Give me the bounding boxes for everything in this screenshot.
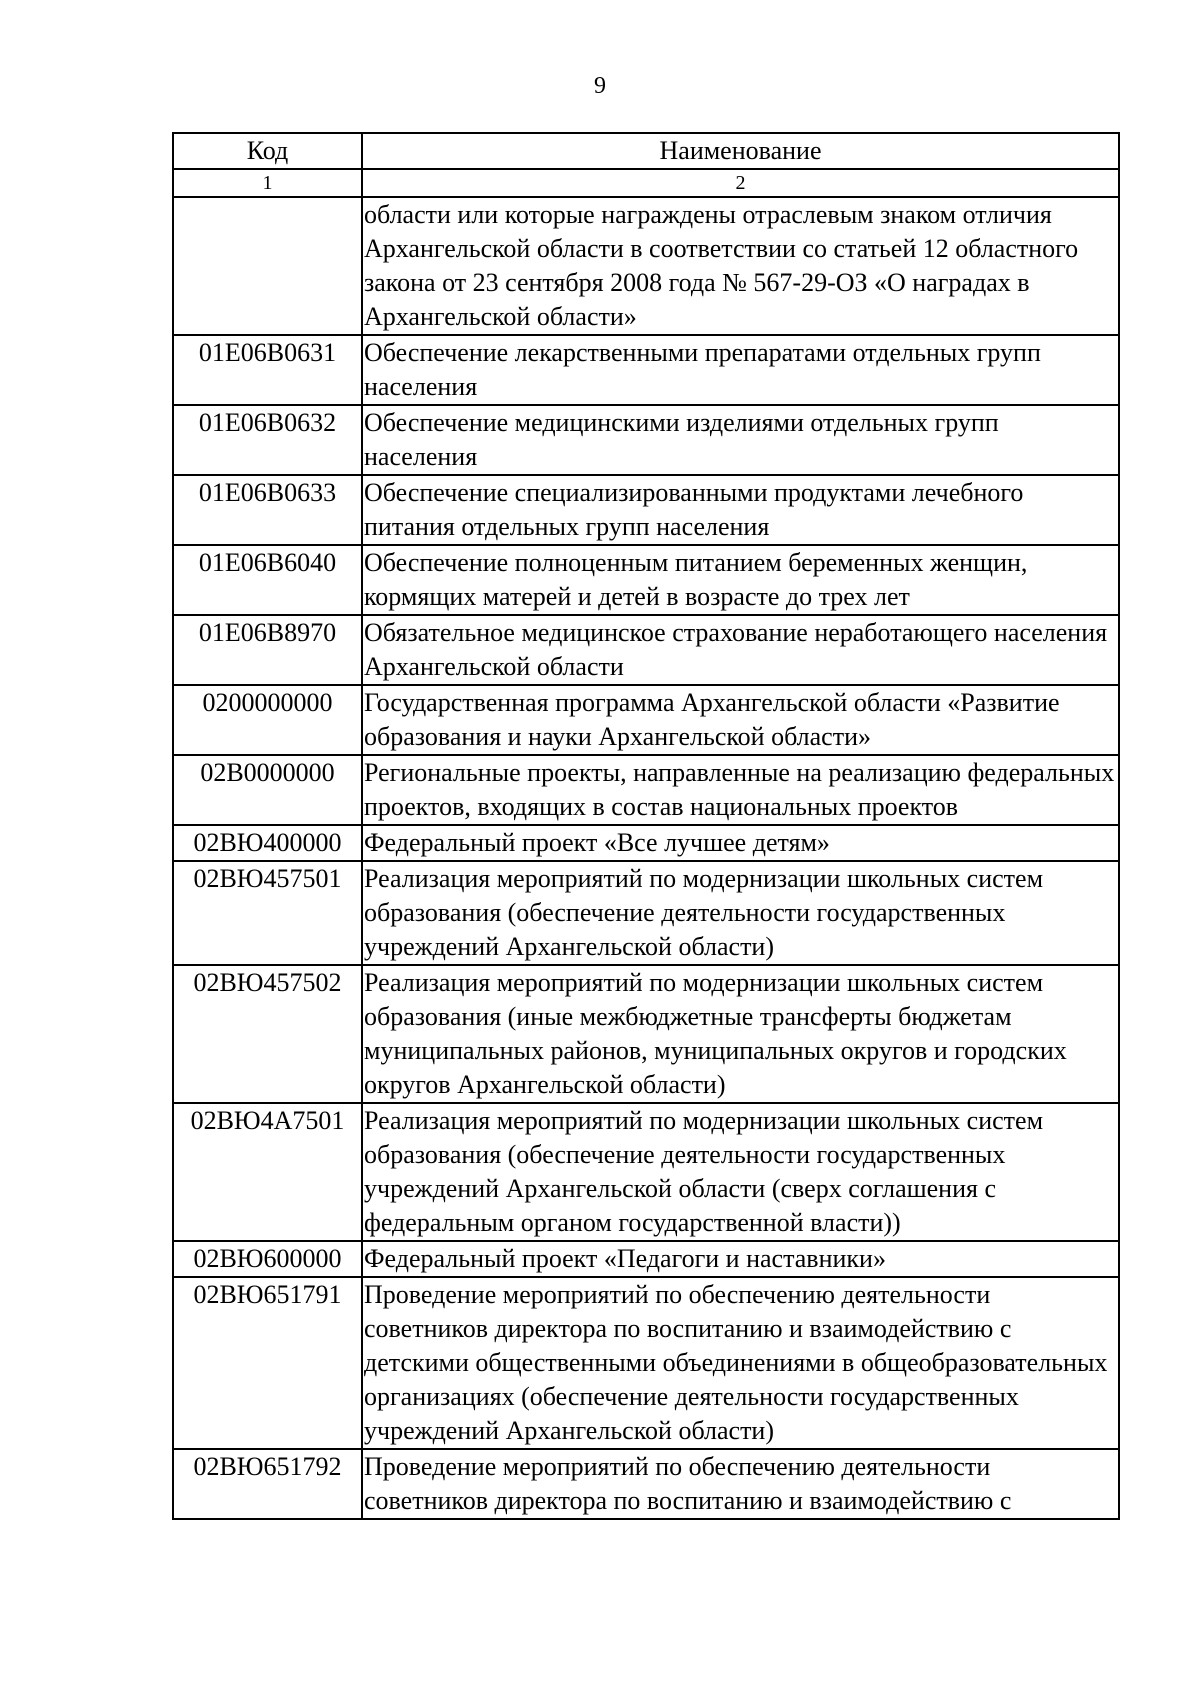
row-code: 01Е06В0631 xyxy=(173,335,362,405)
row-name: Проведение мероприятий по обеспечению деятельности советников директора по воспитанию и взаимодействию с xyxy=(362,1449,1119,1519)
header-name: Наименование xyxy=(362,133,1119,169)
row-code: 02ВЮ651792 xyxy=(173,1449,362,1519)
row-name: Обязательное медицинское страхование неработающего населения Архангельской области xyxy=(362,615,1119,685)
row-code: 01Е06В8970 xyxy=(173,615,362,685)
table-row xyxy=(173,197,1119,335)
table-row xyxy=(173,405,1119,475)
header-code: Код xyxy=(173,133,362,169)
row-name: Обеспечение лекарственными препаратами отдельных групп населения xyxy=(362,335,1119,405)
row-code: 02ВЮ400000 xyxy=(173,825,362,861)
row-code: 01Е06В6040 xyxy=(173,545,362,615)
table-row xyxy=(173,965,1119,1103)
row-code: 02ВЮ4А7501 xyxy=(173,1103,362,1241)
column-number-row xyxy=(173,169,1119,197)
row-name: Обеспечение медицинскими изделиями отдельных групп населения xyxy=(362,405,1119,475)
row-code: 02ВЮ600000 xyxy=(173,1241,362,1277)
table-row xyxy=(173,1103,1119,1241)
table-row xyxy=(173,755,1119,825)
row-code: 02ВЮ457501 xyxy=(173,861,362,965)
column-number-name: 2 xyxy=(362,169,1119,197)
table-row xyxy=(173,1277,1119,1449)
budget-codes-table xyxy=(172,132,1120,1520)
column-number-code: 1 xyxy=(173,169,362,197)
row-name: Обеспечение полноценным питанием беременных женщин, кормящих матерей и детей в возрасте до трех лет xyxy=(362,545,1119,615)
row-code: 01Е06В0633 xyxy=(173,475,362,545)
table-row xyxy=(173,545,1119,615)
row-code: 02В0000000 xyxy=(173,755,362,825)
row-name: Государственная программа Архангельской области «Развитие образования и науки Архангельской области» xyxy=(362,685,1119,755)
row-code: 0200000000 xyxy=(173,685,362,755)
row-name: Реализация мероприятий по модернизации школьных систем образования (обеспечение деятельности государственных учреждений Архангельской области (сверх соглашения с федеральным органом государственной власти)) xyxy=(362,1103,1119,1241)
row-name: Региональные проекты, направленные на реализацию федеральных проектов, входящих в состав национальных проектов xyxy=(362,755,1119,825)
table-row xyxy=(173,1241,1119,1277)
table-row xyxy=(173,825,1119,861)
row-code: 02ВЮ457502 xyxy=(173,965,362,1103)
row-code: 01Е06В0632 xyxy=(173,405,362,475)
row-name: Обеспечение специализированными продуктами лечебного питания отдельных групп населения xyxy=(362,475,1119,545)
row-name: области или которые награждены отраслевым знаком отличия Архангельской области в соответствии со статьей 12 областного закона от 23 сентября 2008 года № 567-29-ОЗ «О наградах в Архангельской области» xyxy=(362,197,1119,335)
page-number: 9 xyxy=(594,73,606,99)
row-code: 02ВЮ651791 xyxy=(173,1277,362,1449)
row-name: Реализация мероприятий по модернизации школьных систем образования (обеспечение деятельности государственных учреждений Архангельской области) xyxy=(362,861,1119,965)
row-name: Федеральный проект «Педагоги и наставники» xyxy=(362,1241,1119,1277)
table-header-row xyxy=(173,133,1119,169)
row-code xyxy=(173,197,362,335)
table-row xyxy=(173,615,1119,685)
table-row xyxy=(173,685,1119,755)
row-name: Реализация мероприятий по модернизации школьных систем образования (иные межбюджетные трансферты бюджетам муниципальных районов, муниципальных округов и городских округов Архангельской области) xyxy=(362,965,1119,1103)
row-name: Федеральный проект «Все лучшее детям» xyxy=(362,825,1119,861)
table-row xyxy=(173,1449,1119,1519)
table-row xyxy=(173,335,1119,405)
row-name: Проведение мероприятий по обеспечению деятельности советников директора по воспитанию и взаимодействию с детскими общественными объединениями в общеобразовательных организациях (обеспечение деятельности государственных учреждений Архангельской области) xyxy=(362,1277,1119,1449)
table-row xyxy=(173,861,1119,965)
table-row xyxy=(173,475,1119,545)
